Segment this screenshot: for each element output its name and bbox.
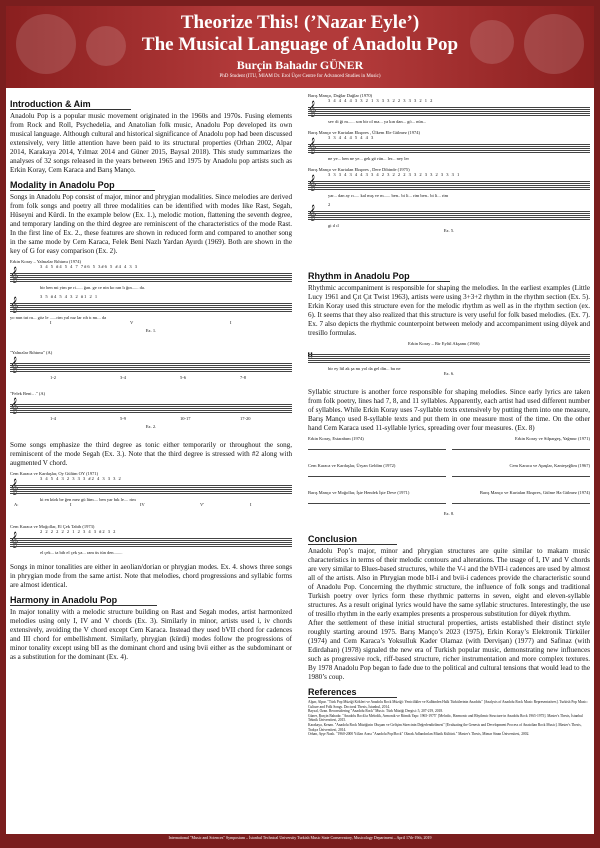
treble-clef-icon: 𝄞 [308, 139, 317, 154]
example-5-degrees: 3 4 4 4 4 3 3 2 1 3 3 3 2 2 3 3 3 2 1 2 [328, 98, 434, 103]
example-8-title-6: Barış Manço ve Kurtalan Ekspres, Gülme Ha Gülmez (1974) [479, 490, 590, 495]
music-staff [10, 399, 292, 414]
example-2-title-a: "Yalnızlar Rıhtımı" (A) [10, 350, 53, 355]
section-heading-rhythm: Rhythm in Anadolu Pop [308, 271, 450, 282]
music-staff [452, 443, 590, 455]
poster-title: Theorize This! (’Nazar Eyle’) [180, 12, 420, 33]
roman-numeral: I [50, 320, 52, 325]
example-3-score [10, 471, 292, 521]
example-2-title-b: "Felek Beni…" (A) [10, 391, 46, 396]
example-5-score [308, 93, 590, 263]
example-6-degrees: 3 3 4 4 4 5 4 4 3 [328, 135, 375, 140]
section-heading-references: References [308, 687, 397, 698]
example-7-lyrics-2: gi ıl ıl [328, 223, 339, 228]
reference-item: Güner, Burçin Bahadır. "Anadolu Rock'ta Melodik, Armonik ve Ritmik Yapı: 1965-1975" [Melodic, Harmonic and Rhythmic Structure in Anadolu Rock 1965-1975]. Master's Thesis, İstanbul Teknik Üniversitesi, 2015. [308, 713, 583, 723]
footer-bar: International "Music and Sciences" Symposium – İstanbul Technical University Turkish Music State Conservatory, Musicology Department – April 17th-19th, 2019 [6, 834, 594, 842]
treble-clef-icon: 𝄞 [10, 298, 19, 313]
roman-numeral: I [70, 502, 72, 507]
example-8-score [308, 436, 590, 526]
section-heading-harmony: Harmony in Anadolu Pop [10, 595, 157, 606]
example-7-lyrics: yar... dan ay rı..... kal mış ve m...... ben.. bi li... rim ben.. bi li... rim [328, 193, 449, 198]
treble-clef-icon: 𝄞 [10, 533, 19, 548]
example-2-score [10, 350, 292, 438]
music-staff [308, 497, 446, 509]
music-staff [308, 443, 446, 455]
example-1-title: Erkin Koray – Yalnızlar Rıhtımı (1974) [10, 259, 81, 264]
example-8-title-2: Erkin Koray ve Silpargeş, Yağmur (1971) [514, 436, 590, 441]
measure-range: 1-2 [50, 375, 56, 380]
example-4-title: Cem Karaca ve Moğollar, El Çek Tabib (1973) [10, 524, 95, 529]
example-8-title-3: Cem Karaca ve Kardaşlar, Üryan Geldim (1972) [308, 463, 396, 468]
roman-numeral: V [130, 320, 134, 325]
music-staff [10, 298, 292, 313]
header-decoration [86, 26, 126, 66]
music-staff [308, 470, 446, 482]
music-staff [10, 358, 292, 373]
music-staff [452, 497, 590, 509]
poster-subtitle: The Musical Language of Anadolu Pop [141, 34, 459, 55]
treble-clef-icon: 𝄞 [10, 399, 19, 414]
music-staff [308, 349, 590, 364]
example-2-label: Ex. 2. [145, 424, 157, 429]
example-3-title: Cem Karaca ve Kardaşlar, Oy Gülüm OY (1971) [10, 471, 99, 476]
section-heading-intro: Introduction & Aim [10, 99, 131, 110]
measure-range: 7-8 [240, 375, 246, 380]
header-decoration-left [16, 14, 76, 74]
music-staff [308, 206, 590, 221]
music-staff [10, 268, 292, 283]
roman-numeral: I [230, 320, 232, 325]
music-staff [308, 139, 590, 154]
measure-range: 17-20 [240, 416, 251, 421]
example-5-label: Ex. 5. [443, 228, 455, 233]
harmony-text: In major tonality with a melodic structure building on Rast and Segah modes, artist harmonized melodies using only I, IV and V chords (Ex. 3). Similarly in minor, artists used i, iv chords extensively, avoiding the V chord except Cem Karaca. Instead they used bVII chord for cadences and III chord for embellishment. Similarly, phrygian (kürdi) modes follow the progressions of minor tonality except using bII as the dominant chord and using bvii either as the subdominant or as a substitution for the dominant (Ex. 4). [10, 608, 292, 661]
music-staff [308, 102, 590, 117]
treble-clef-icon: 𝄞 [10, 480, 19, 495]
treble-clef-icon: 𝄞 [308, 206, 317, 221]
example-7-degrees-2: 2 [328, 202, 332, 207]
example-3-degrees: 3 4 5 4 3 2 3 3 3 #2 4 3 3 3 2 [40, 476, 122, 481]
measure-range: 1-4 [50, 416, 56, 421]
roman-numeral: IV [140, 502, 145, 507]
example-1-label: Ex. 1. [145, 328, 157, 333]
example-6-score-title: Erkin Koray – Bir Eylül Akşamı (1966) [408, 341, 480, 346]
example-4-lyrics: el çek... ta bib el çek ya... ram üs tün den........ [40, 550, 123, 555]
modality-text-3: Songs in minor tonalities are either in aeolian/dorian or phrygian modes. Ex. 4. shows three songs in phrygian mode from the same artist. Note that melodies, chord progressions and syllabic forms are almost identical. [10, 563, 292, 589]
treble-clef-icon: 𝄞 [10, 358, 19, 373]
example-8-title-1: Erkin Koray, Estarabım (1974) [308, 436, 364, 441]
roman-numeral: V' [200, 502, 205, 507]
author-name: Burçin Bahadır GÜNER [236, 58, 364, 72]
example-1-degrees-2: 3 5 #4 5 4 3 2 #1 2 1 [40, 294, 99, 299]
example-7-title: Barış Manço ve Kurtalan Ekspres , Dere Dibinde (1975) [308, 167, 410, 172]
example-4-degrees: 2 2 2 2 2 2 1 2 3 4 3 #2 3 2 [40, 529, 117, 534]
conclusion-text: Anadolu Pop’s major, minor and phrygian structures are quite similar to makam music characteristics in terms of their melodic contours and alterations. The usage of I, IV and V chords are very similar to Blues-based structures, while the V-i and the bVII-i cadences are used by almost all of the artists. Also in Phrygian mode bII-i and bvii-i cadences provide the characteristic sound of Anadolu Pop. Concerning the rhythmic structure, the influence of folk songs and traditional Turkish poetry over lyrics form these rhythmic patterns in seven, eight and eleven-syllable structures. As a result original lyrics would have the same syllabic structures. Interestingly, the use of tresillo rhythm in the early examples presents a prosperous substitution for düyek rhythm. [308, 547, 590, 618]
example-4-score [10, 524, 292, 560]
example-1-score [10, 259, 292, 347]
example-8-title-4: Cem Karaca ve Apaşlar, Kanteşeğlim (1967) [509, 463, 590, 468]
example-6-title: Barış Manço ve Kurtalan Ekspres , Ülkem Ele Gülmez (1974) [308, 130, 420, 135]
treble-clef-icon: 𝄞 [10, 268, 19, 283]
right-column [308, 90, 590, 737]
reference-item: Baysal, Ozan. Reconsidering "Anadolu Rock" Music. Türk Müziği Dergisi: 5, 207-219, 2018. [308, 709, 444, 714]
example-6-score [308, 341, 590, 385]
music-staff [308, 176, 590, 191]
example-1-lyrics: bir ben mi yim pe ri...... ğan. ge ce nin ko ran lı ğın...... da. [40, 285, 145, 290]
music-staff [10, 533, 292, 548]
rhythm-text: Rhythmic accompaniment is responsible for shaping the melodies. In the earliest examples (Little Lucy 1961 and Çıt Çıt Twist 1963), artists were using 3+3+2 rhythm in the rhythm section (Ex. 5). Erkin Koray used this structure even for the melodic rhythm as well as in the rhythm section (ex. 6). It seems that they also realized that this structure is very useful for folk based melodies. (Ex. 7). Ex. 7 also depicts the rhythmic counterpoint between melody and accompaniment using düyek and tresillo formulas. [308, 284, 590, 337]
left-column [10, 94, 292, 662]
key-label: A: [14, 502, 19, 507]
modality-text-2: Some songs emphasize the third degree as tonic either temporarily or throughout the song, reminiscent of the mode Segah (Ex. 3.). Note that the third degree is stressed with #2 along with augmented V chord. [10, 441, 292, 467]
header-banner [6, 6, 594, 88]
music-staff [10, 480, 292, 495]
measure-range: 3-4 [120, 375, 126, 380]
rhythm-text-2: Syllabic structure is another force responsible for shaping melodies. Since early lyrics are taken from folk poetry, lines had 7, 8, and 11 syllables. Apparently, each artist had used different number of syllables. While Erkin Koray uses 7-syllable texts extensively by putting them into one measure, Barış Manço used 8-syllable texts and put them in one measure most of the time. On the other hand Cem Karaca used 11-syllable lyrics, spreading over four measures. (Ex. 8) [308, 388, 590, 432]
example-3-lyrics: ki en kürk be ğen mez gü lüm.... ben yar bık le.... rim [40, 497, 136, 502]
header-decoration [470, 20, 514, 64]
example-1-lyrics-2: yo nun tut ru... göz le ......rim yal nız lar rıh tı mı... da [10, 315, 107, 320]
measure-range: 5-6 [180, 375, 186, 380]
section-heading-modality: Modality in Anadolu Pop [10, 180, 155, 191]
modality-text: Songs in Anadolu Pop consist of major, minor and phrygian modalities. Since melodies are derived from folk songs and poetry all three modalities can be identified with modes like Rast, Segah, Hüseyni and Kürdi. In the example below (Ex. 1.), melodic motion, flattening the seventh degree, and temporary landing on the third degree are reminiscent of the characteristics of the mode Rast. In the first line of Ex. 2., these features are shown in reduced form and compared to another song in the same mode by Cem Karaca, Felek Beni Nazlı Yardan Ayırdı (1969). Both are shown in the key of G for easy comparison (Ex. 2). [10, 193, 292, 255]
author-affiliation: PhD Student (ITU, MIAM Dr. Erol Üçer Centre for Advanced Studies in Music) [219, 74, 381, 79]
example-8-label: Ex. 8. [443, 511, 455, 516]
intro-text: Anadolu Pop is a popular music movement originated in the 1960s and 1970s. Fusing elements from Rock and Roll, Psychedelia, and Anatolian folk music, Anadolu Pop developed its own musical language. Although cultural and historical significance of Anadolu pop had been discussed extensively, very little attention have been paid to its structural properties (Orhan 2002, Alpar 2014, Karakaya 2014, Yılmaz 2014 and Güner 2015, Baysal 2018). This study summarizes the analyses of 32 songs released in the years between 1965 and 1975 by Anadolu pop artists such as Erkin Koray, Cem Karaca and Barış Manço. [10, 112, 292, 174]
reference-item: Alpar, Alpar. "Türk Pop Müziği Kökleri ve Anadolu Rock Müziği: Yenicilikler ve Kalbinden Halk Türkülerinin Anadolu" [Analysis of Anadolu Rock Music Representatives]. Turkish Pop Music: Culture and Folk Songs. Doctoral Thesis, İstanbul, 2014. [308, 700, 588, 709]
section-heading-conclusion: Conclusion [308, 534, 397, 545]
header-decoration-right [524, 14, 584, 74]
music-staff [452, 470, 590, 482]
example-5-title: Barış Manço, Dağlar Dağlar (1970) [308, 93, 373, 98]
treble-clef-icon: 𝄞 [308, 176, 317, 191]
example-8-title-5: Barış Manço ve Moğollar, İşte Hendek İşte Deve (1971) [308, 490, 410, 495]
measure-range: 5-9 [120, 416, 126, 421]
example-6-score-lyrics: bir ey lül ak şa mı yol da gel din... bu ne [328, 366, 401, 371]
example-1-degrees: 3 4 5 #4 5 4 7 7#6 5 3#6 5 #4 4 3 3 [40, 264, 138, 269]
example-7-degrees: 3 3 3 4 3 4 4 3 3 4 2 3 2 2 2 3 3 2 3 3 2 3 3 3 1 [328, 172, 461, 177]
treble-clef-icon: 𝄞 [308, 102, 317, 117]
example-5-lyrics: sev di ği m...... son bir ol ma... ya kın dan... gö... nün... [328, 119, 427, 124]
conclusion-text-2: After the settlement of these initial structural properties, artists established their distinct style roughly starting around 1975. Barış Manço’s 2023 (1975), Erkin Koray’s Elektronik Türküler (1974) and Cem Karaca’s Yoksulluk Kader Olamaz (with Dervişan) (1977) and Safinaz (with Edirdahan) (1978) signaled the new era of Turkish popular music, demonstrating new influences such as progressive rock, riff-based structure, richer instrumentation and more complex textures. By 1978 Anadolu Pop began to fade due to the political and cultural tensions that would lead to the 1980’s coup. [308, 619, 590, 681]
measure-range: 10-17 [180, 416, 191, 421]
reference-item: Orhan, Ayşe Nazlı. "1960-2000 Yılları Arası "Anadolu Pop/Rock" Olarak Adlandırılan Müzik Kültürü." Master's Thesis, Mimar Sinan Üniversitesi, 2002. [308, 732, 530, 737]
reference-item: Karakaya, Kenan. "Anadolu Rock Müziğinin Oluşum ve Gelişim Sürecinin Değerlendirilmesi" [Evaluating the Genesis and Development Process of Anatolian Rock Music]. Master's Thesis, Trakya Üniversitesi, 2014. [308, 722, 582, 732]
references-list [308, 700, 590, 737]
roman-numeral: I [250, 502, 252, 507]
example-6-score-label: Ex. 6. [443, 371, 455, 376]
example-6-lyrics: ne ye... ben ne ye... gek gö rün... ler... ney ler [328, 156, 409, 161]
percussion-clef-icon: 𝄥 [308, 349, 313, 364]
